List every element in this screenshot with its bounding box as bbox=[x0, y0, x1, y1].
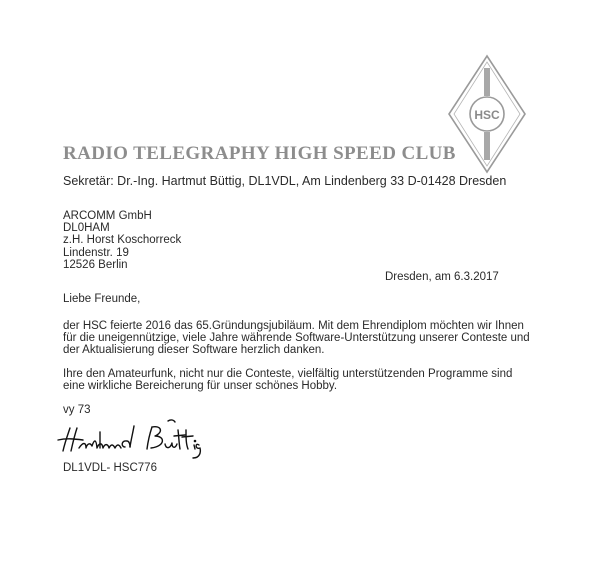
paragraph-line: Ihre den Amateurfunk, nicht nur die Conteste, vielfältig unterstützenden Programme sind bbox=[63, 368, 513, 380]
recipient-address bbox=[63, 210, 181, 271]
paragraph-line: der HSC feierte 2016 das 65.Gründungsjubiläum. Mit dem Ehrendiplom möchten wir Ihnen bbox=[63, 320, 524, 332]
address-line: ARCOMM GmbH bbox=[63, 210, 152, 222]
secretary-line: Sekretär: Dr.-Ing. Hartmut Büttig, DL1VDL, Am Lindenberg 33 D-01428 Dresden bbox=[63, 174, 507, 188]
club-title: RADIO TELEGRAPHY HIGH SPEED CLUB bbox=[63, 143, 456, 164]
handwritten-signature bbox=[55, 418, 205, 460]
paragraph-1 bbox=[63, 320, 543, 357]
address-line: DL0HAM bbox=[63, 222, 110, 235]
address-line: z.H. Horst Koschorreck bbox=[63, 234, 182, 247]
letter-date: Dresden, am 6.3.2017 bbox=[385, 271, 499, 283]
logo-text: HSC bbox=[474, 108, 500, 122]
paragraph-line: der Aktualisierung dieser Software herzlich danken. bbox=[63, 344, 325, 357]
hsc-logo bbox=[447, 54, 527, 174]
paragraph-line: eine wirkliche Bereicherung für unser schönes Hobby. bbox=[63, 380, 338, 393]
address-line: 12526 Berlin bbox=[63, 258, 128, 271]
address-line: Lindenstr. 19 bbox=[63, 246, 129, 259]
paragraph-2 bbox=[63, 368, 543, 392]
greeting: Liebe Freunde, bbox=[63, 293, 141, 305]
signature-callsign: DL1VDL- HSC776 bbox=[63, 462, 157, 474]
closing: vy 73 bbox=[63, 404, 91, 416]
paragraph-line: für die uneigennützige, viele Jahre währende Software-Unterstützung unserer Conteste und bbox=[63, 332, 530, 345]
